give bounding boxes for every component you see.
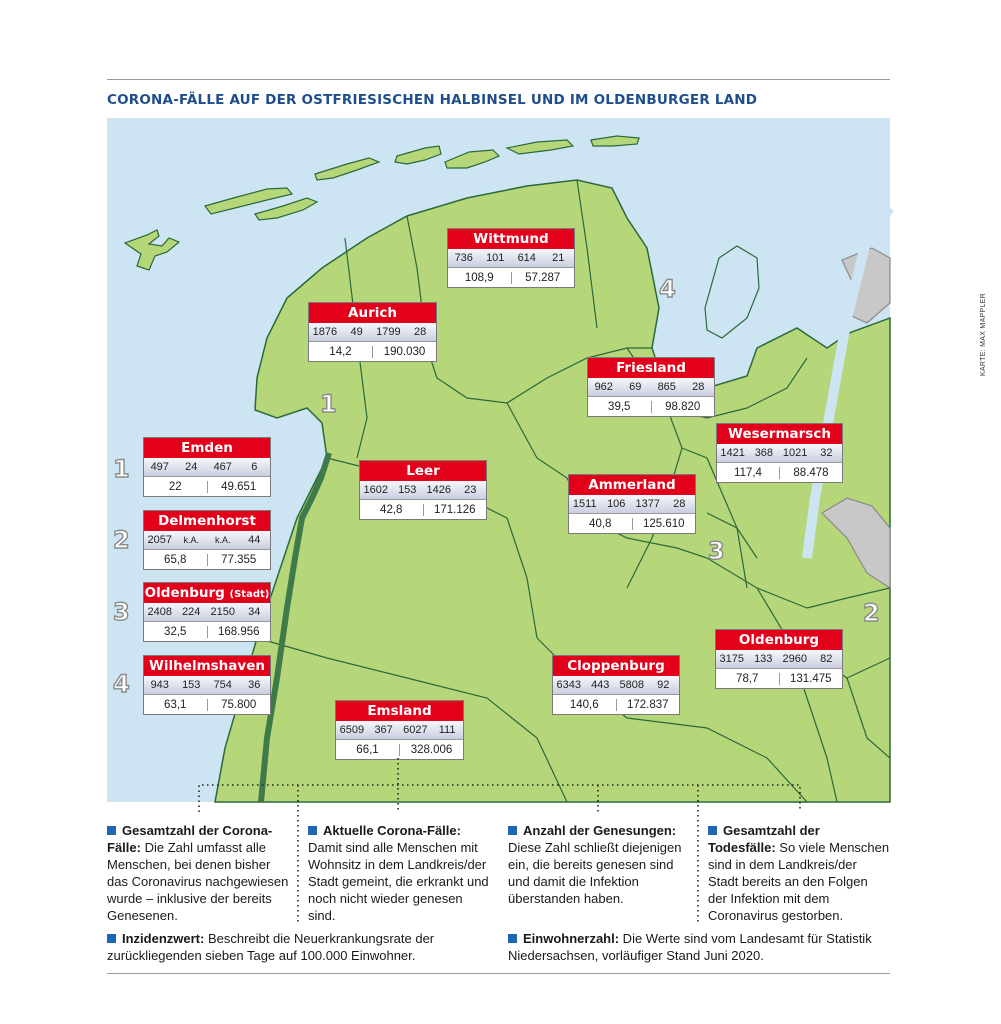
legend-square-icon: [107, 826, 116, 835]
box-row-stats: 14,2 190.030: [309, 342, 436, 361]
top-rule: [107, 79, 890, 80]
box-header: Oldenburg (Stadt): [144, 585, 270, 601]
legend-genesungen: Anzahl der Genesungen: Diese Zahl schließt diejenigen ein, die bereits genesen sind und damit die Infektion überstanden haben.: [508, 823, 682, 906]
legend-square-icon: [708, 826, 717, 835]
box-row-stats: 32,5 168.956: [144, 622, 270, 641]
box-row-stats: 78,7 131.475: [716, 669, 842, 688]
box-header: Aurich: [309, 303, 436, 323]
box-oldenburg-stadt: [143, 582, 271, 642]
box-ammerland: [568, 474, 696, 534]
map-marker-1: 1: [320, 390, 337, 418]
map-marker-4: 4: [659, 275, 676, 303]
box-header: Cloppenburg: [553, 656, 679, 676]
box-row-counts: 497 24 467 6: [144, 458, 270, 477]
box-oldenburg-landkreis: [715, 629, 843, 689]
box-row-counts: 1876 49 1799 28: [309, 323, 436, 342]
box-row-counts: 1602 153 1426 23: [360, 481, 486, 500]
box-wittmund: [447, 228, 575, 288]
box-row-stats: 42,8 171.126: [360, 500, 486, 519]
legend-square-icon: [107, 934, 116, 943]
box-row-stats: 65,8 77.355: [144, 550, 270, 569]
box-header: Ammerland: [569, 475, 695, 495]
side-number-4: 4: [113, 670, 130, 698]
box-row-counts: 6343 443 5808 92: [553, 676, 679, 695]
box-row-counts: 2408 224 2150 34: [144, 603, 270, 622]
box-header: Oldenburg: [716, 630, 842, 650]
map-marker-2: 2: [863, 599, 880, 627]
legend-gesamtzahl: Gesamtzahl der Corona-Fälle: Die Zahl umfasst alle Menschen, bei denen bisher das Coronavirus nachgewiesen wurde – inklusive der bereits Genesenen.: [107, 823, 289, 923]
legend-square-icon: [508, 934, 517, 943]
legend-todesfaelle: Gesamtzahl der Todesfälle: So viele Menschen sind in dem Landkreis/der Stadt bereits an den Folgen der Infektion mit dem Coronavirus gestorben.: [708, 823, 890, 923]
box-row-stats: 40,8 125.610: [569, 514, 695, 533]
box-row-counts: 962 69 865 28: [588, 378, 714, 397]
box-row-counts: 1421 368 1021 32: [717, 444, 842, 463]
map-credit: KARTE: MAX MAPPLER: [980, 293, 987, 377]
box-emden: [143, 437, 271, 497]
box-header: Emden: [144, 438, 270, 458]
box-row-counts: 2057 k.A. k.A. 44: [144, 531, 270, 550]
box-row-stats: 39,5 98.820: [588, 397, 714, 416]
box-delmenhorst: [143, 510, 271, 570]
box-row-stats: 63,1 75.800: [144, 695, 270, 714]
box-row-stats: 117,4 88.478: [717, 463, 842, 482]
side-number-3: 3: [113, 598, 130, 626]
legend-einwohnerzahl: Einwohnerzahl: Die Werte sind vom Landesamt für Statistik Niedersachsen, vorläufiger Stand Juni 2020.: [508, 931, 872, 963]
bottom-rule: [107, 973, 890, 974]
legend-square-icon: [308, 826, 317, 835]
legend-square-icon: [508, 826, 517, 835]
side-number-2: 2: [113, 526, 130, 554]
side-number-1: 1: [113, 455, 130, 483]
box-leer: [359, 460, 487, 520]
box-row-stats: 140,6 172.837: [553, 695, 679, 714]
box-row-stats: 22 49.651: [144, 477, 270, 496]
box-header: Wilhelmshaven: [144, 656, 270, 676]
map-marker-3: 3: [708, 537, 725, 565]
box-row-counts: 6509 367 6027 111: [336, 721, 463, 740]
box-header: Friesland: [588, 358, 714, 378]
box-header: Emsland: [336, 701, 463, 721]
box-wilhelmshaven: [143, 655, 271, 715]
box-row-counts: 3175 133 2960 82: [716, 650, 842, 669]
box-header: Wesermarsch: [717, 424, 842, 444]
legend-aktuelle-faelle: Aktuelle Corona-Fälle: Damit sind alle Menschen mit Wohnsitz in dem Landkreis/der Stadt gemeint, die erkrankt und noch nicht wieder genesen sind.: [308, 823, 489, 923]
legend-inzidenzwert: Inzidenzwert: Beschreibt die Neuerkrankungsrate der zurückliegenden sieben Tage auf 100.000 Einwohner.: [107, 931, 435, 963]
box-row-stats: 108,9 57.287: [448, 268, 574, 287]
page-title: CORONA-FÄLLE AUF DER OSTFRIESISCHEN HALBINSEL UND IM OLDENBURGER LAND: [107, 92, 758, 108]
box-wesermarsch: [716, 423, 843, 483]
box-aurich: [308, 302, 437, 362]
box-row-counts: 943 153 754 36: [144, 676, 270, 695]
box-cloppenburg: [552, 655, 680, 715]
box-header: Leer: [360, 461, 486, 481]
box-header: Delmenhorst: [144, 511, 270, 531]
box-row-counts: 1511 106 1377 28: [569, 495, 695, 514]
box-emsland: [335, 700, 464, 760]
box-row-counts: 736 101 614 21: [448, 249, 574, 268]
box-header: Wittmund: [448, 229, 574, 249]
box-row-stats: 66,1 328.006: [336, 740, 463, 759]
box-friesland: [587, 357, 715, 417]
